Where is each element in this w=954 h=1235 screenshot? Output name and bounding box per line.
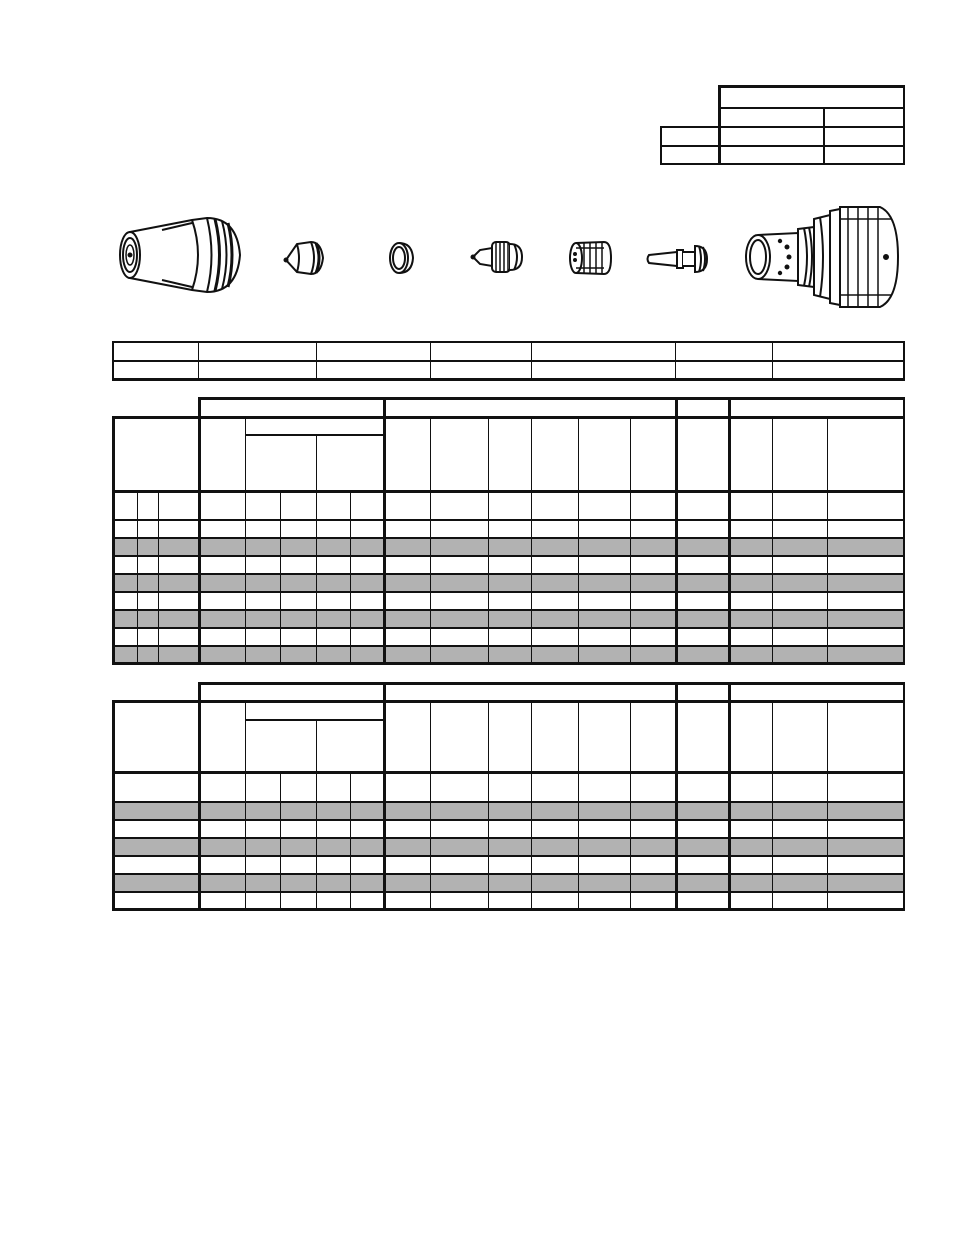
table-row (112, 610, 905, 628)
nozzle-retaining-cap-illustration (283, 238, 328, 278)
retaining-ring-illustration (386, 240, 416, 276)
swirl-ring-illustration (566, 238, 614, 278)
nozzle-illustration (470, 236, 526, 278)
table-row (112, 574, 905, 592)
shield-illustration (112, 210, 247, 300)
electrode-illustration (645, 242, 713, 276)
torch-body-illustration (740, 205, 905, 315)
